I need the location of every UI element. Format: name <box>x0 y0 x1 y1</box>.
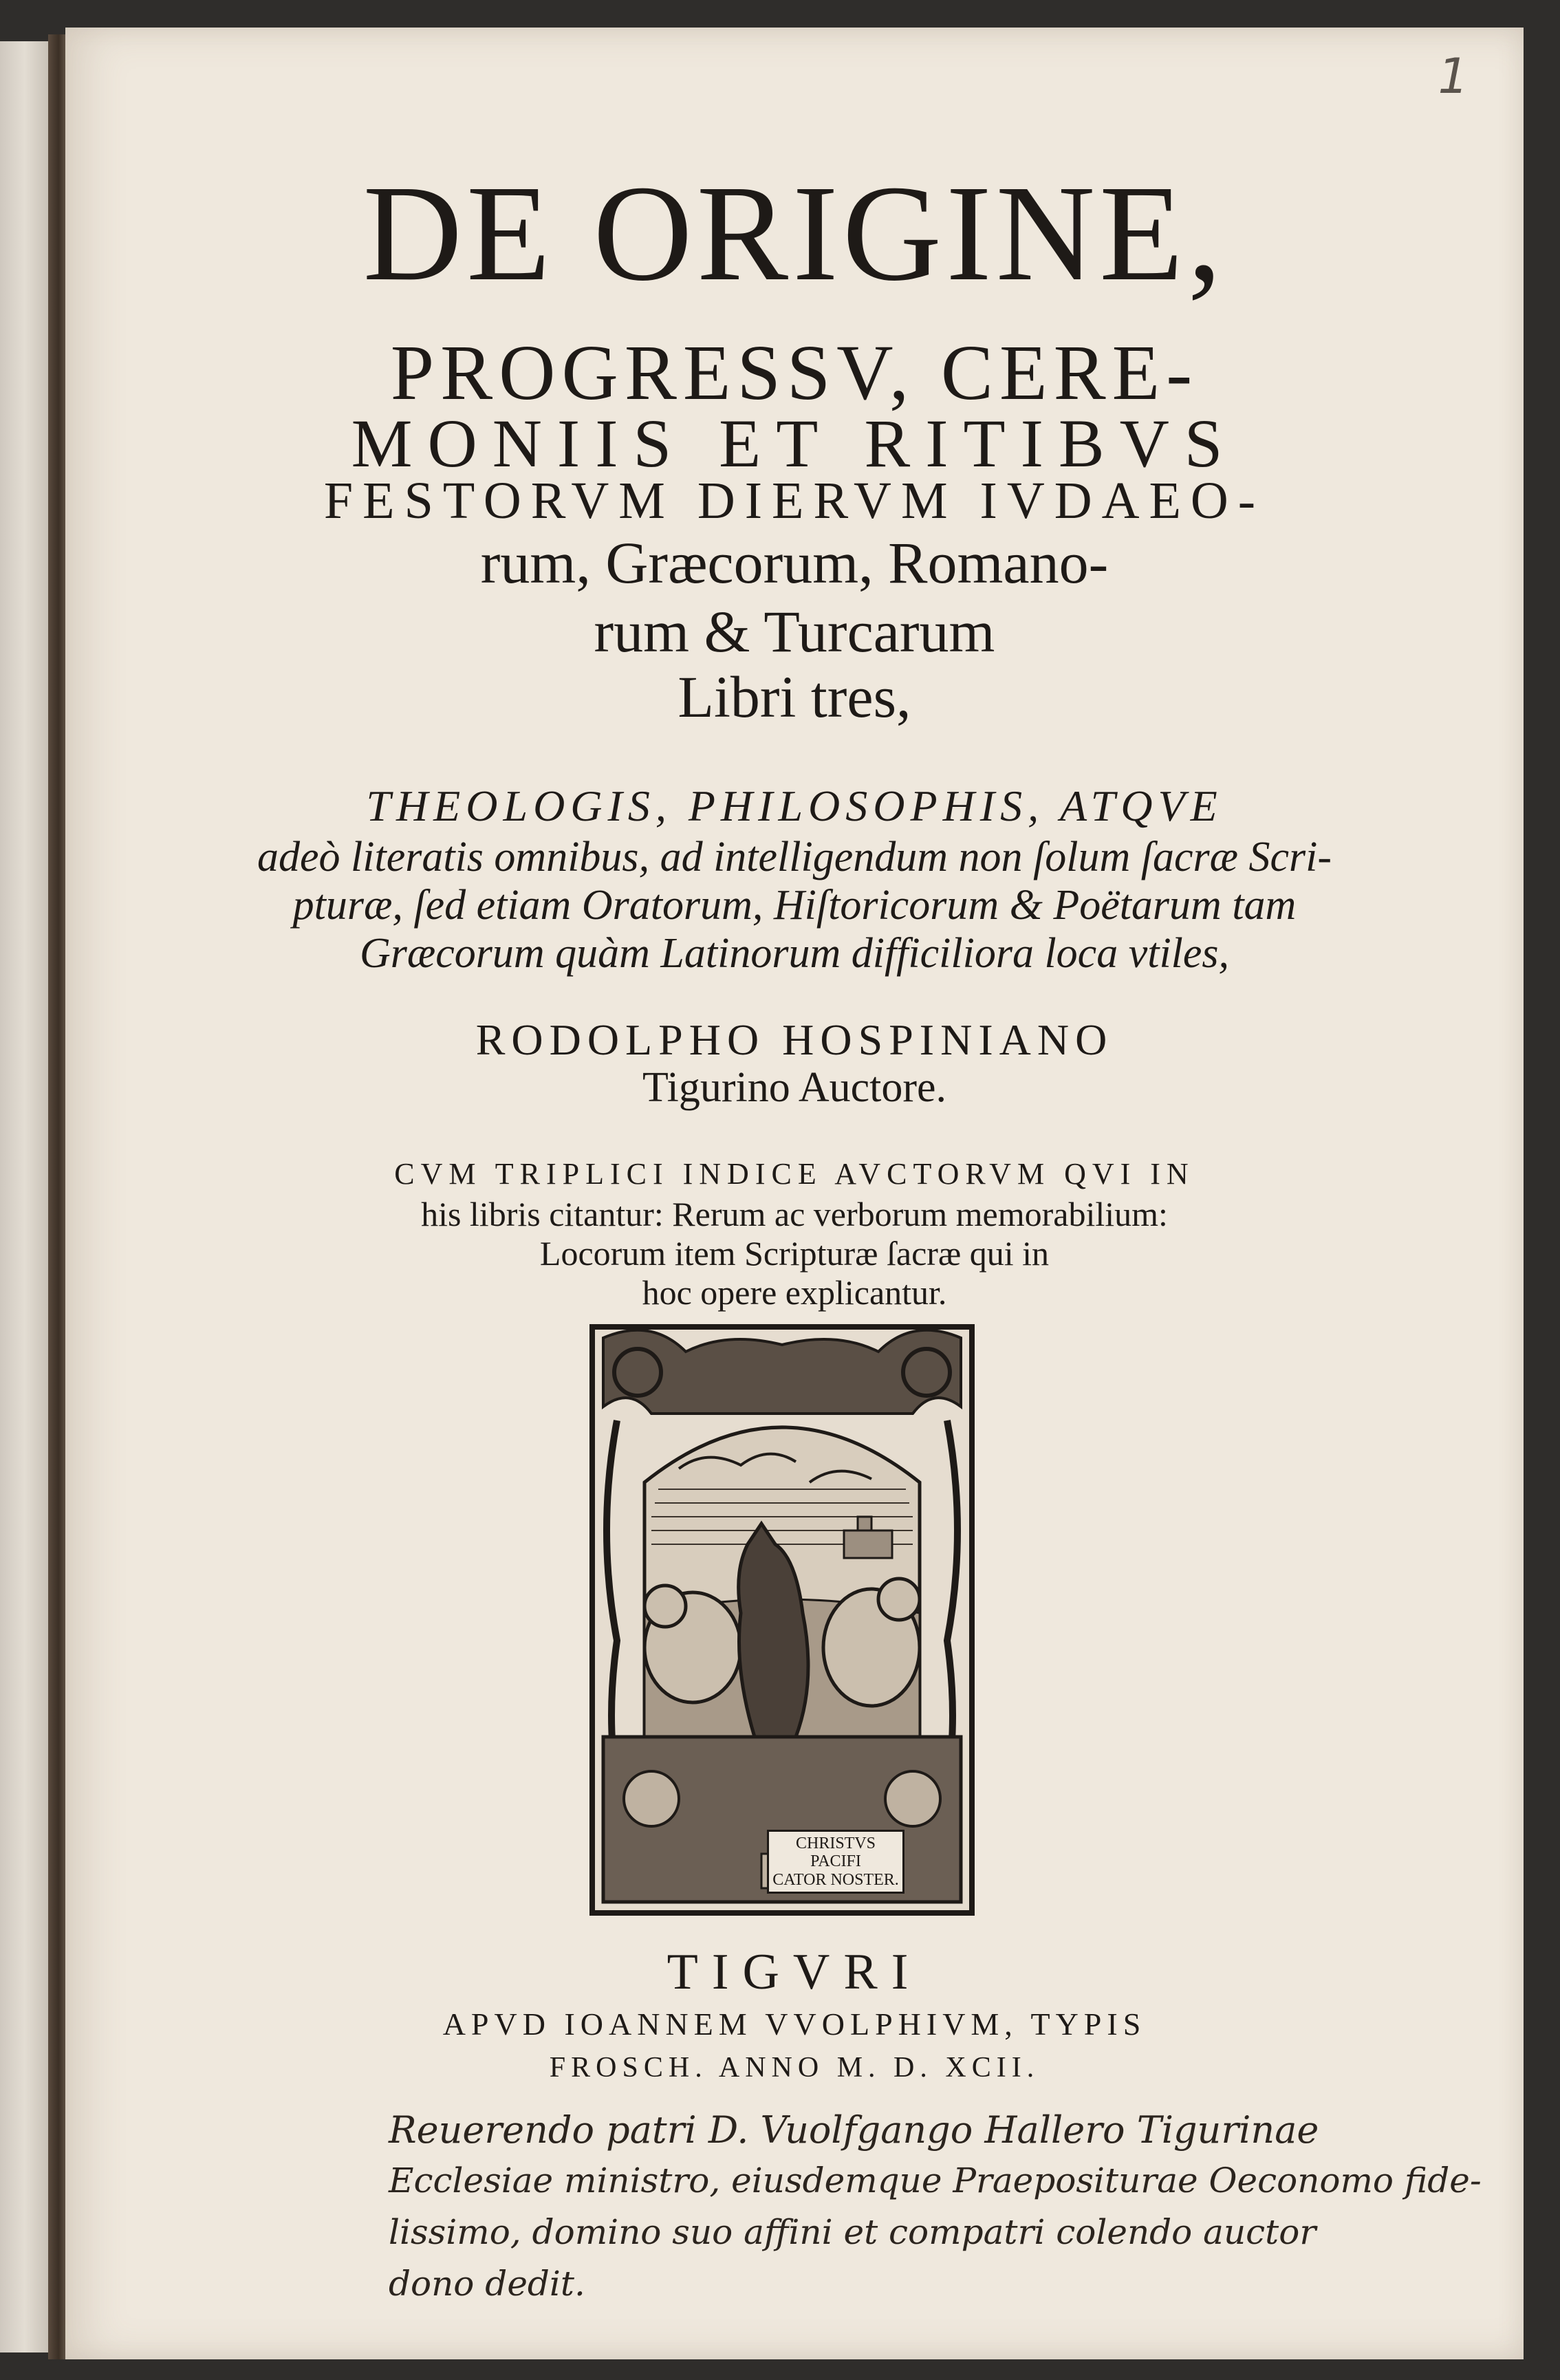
imprint-place: TIGVRI <box>667 1944 922 2000</box>
index-note-line-4: hoc opere explicantur. <box>642 1273 947 1312</box>
title-line-7: Libri tres, <box>678 664 911 730</box>
woodcut-motto-line-1: CHRISTVS PACIFI <box>795 1835 876 1871</box>
title-page <box>65 28 1524 2359</box>
inscription-line-1: Reuerendo patri D. Vuolfgango Hallero Tigurinae <box>389 2108 1319 2152</box>
imprint-printer: APVD IOANNEM VVOLPHIVM, TYPIS <box>442 2006 1147 2042</box>
index-note-line-1: CVM TRIPLICI INDICE AVCTORVM QVI IN <box>394 1157 1195 1191</box>
dedication-line-3: pturæ, ſed etiam Oratorum, Hiſtoricorum & Poëtarum tam <box>292 882 1297 929</box>
index-note-line-3: Locorum item Scripturæ ſacræ qui in <box>539 1234 1050 1273</box>
title-line-4: FESTORVM DIERVM IVDAEO- <box>323 472 1266 530</box>
dedication-line-1: THEOLOGIS, PHILOSOPHIS, ATQVE <box>366 781 1223 830</box>
index-note-line-2: his libris citantur: Rerum ac verborum memorabilium: <box>421 1195 1168 1233</box>
woodcut-motto-line-2: CATOR NOSTER. <box>772 1870 899 1889</box>
title-line-5: rum, Græcorum, Romano- <box>480 530 1109 596</box>
title-line-6: rum & Turcarum <box>594 598 995 664</box>
dedication-line-4: Græcorum quàm Latinorum difficiliora loca vtiles, <box>359 930 1230 977</box>
title-line-2: PROGRESSV, CERE- <box>390 329 1199 416</box>
inscription-line-3: lissimo, domino suo affini et compatri colendo auctor <box>389 2212 1317 2252</box>
folio-number: 1 <box>1438 48 1469 105</box>
title-line-3: MONIIS ET RITIBVS <box>351 405 1238 482</box>
inscription-line-2: Ecclesiae ministro, eiusdemque Praepositurae Oeconomo fide- <box>389 2161 1482 2200</box>
imprint-year: FROSCH. ANNO M. D. XCII. <box>549 2052 1040 2084</box>
woodcut-motto <box>767 1830 904 1894</box>
author-role: Tigurino Auctore. <box>642 1064 947 1111</box>
dedication-line-2: adeò literatis omnibus, ad intelligendum non ſolum ſacræ Scri- <box>257 834 1332 880</box>
inscription-line-4: dono dedit. <box>389 2264 585 2304</box>
title-line-1: DE ORIGINE, <box>362 158 1226 310</box>
author-name: RODOLPHO HOSPINIANO <box>475 1015 1114 1064</box>
printers-device-woodcut <box>589 1324 975 1916</box>
